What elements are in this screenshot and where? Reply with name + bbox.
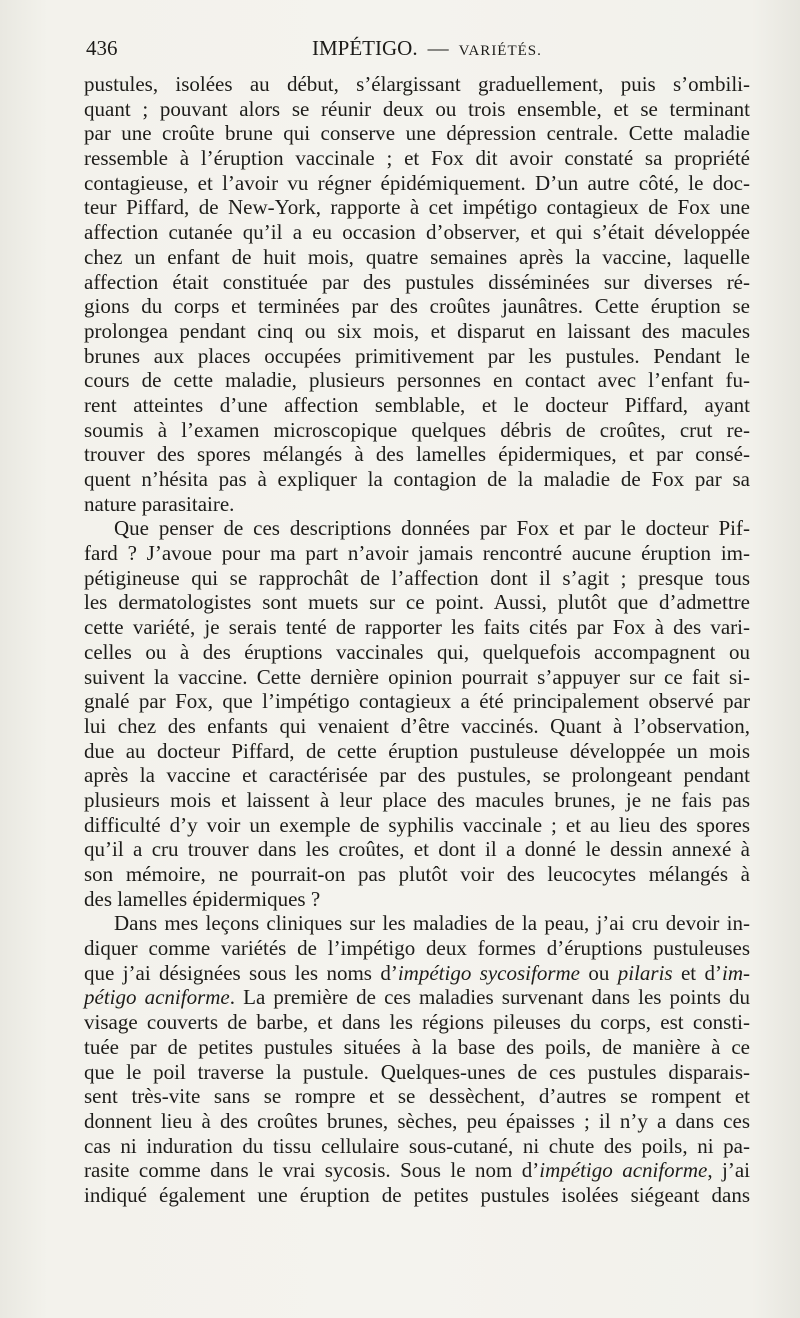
title-dash: —	[427, 36, 449, 60]
text-line: soumis à l’examen microscopique quelques débris de croûtes, crut re-	[84, 417, 750, 442]
text-line: chez un enfant de huit mois, quatre semaines après la vaccine, laquelle	[84, 244, 750, 269]
text-segment: , j’ai	[707, 1158, 751, 1183]
section-title: VARIÉTÉS.	[458, 43, 542, 59]
text-line: suivent la vaccine. Cette dernière opinion pourrait s’appuyer sur ce fait si-	[84, 664, 750, 689]
text-line: nature parasitaire.	[84, 491, 235, 516]
text-segment: et d’	[672, 960, 722, 985]
text-line: cas ni induration du tissu cellulaire sous-cutané, ni chute des poils, ni pa-	[84, 1133, 750, 1158]
text-line	[84, 961, 750, 986]
text-line: prolongea pendant cinq ou six mois, et disparut en laissant des macules	[84, 318, 750, 343]
text-line: affection cutanée qu’il a eu occasion d’observer, et qui s’était développée	[84, 220, 750, 245]
text-segment: rasite comme dans le vrai sycosis. Sous le nom d’	[84, 1158, 540, 1183]
text-line: cette variété, je serais tenté de rapporter les faits cités par Fox à des vari-	[84, 615, 750, 640]
text-line: trouver des spores mélangés à des lamelles épidermiques, et par consé-	[84, 442, 750, 467]
text-line: diquer comme variétés de l’impétigo deux formes d’éruptions pustuleuses	[84, 936, 750, 961]
text-line: Dans mes leçons cliniques sur les maladies de la peau, j’ai cru devoir in-	[114, 911, 750, 936]
text-line: donnent lieu à des croûtes brunes, sèches, peu épaisses ; il n’y a dans ces	[84, 1108, 750, 1133]
text-line: celles ou à des éruptions vaccinales qui, quelquefois accompagnent ou	[84, 639, 750, 664]
text-line: tuée par de petites pustules situées à la base des poils, de manière à ce	[84, 1034, 750, 1059]
text-line: des lamelles épidermiques ?	[84, 886, 321, 911]
text-line: brunes aux places occupées primitivement par les pustules. Pendant le	[84, 343, 750, 368]
text-line: contagieuse, et l’avoir vu régner épidémiquement. D’un autre côté, le doc-	[84, 170, 750, 195]
body-text	[84, 72, 750, 1208]
text-line: ressemble à l’éruption vaccinale ; et Fox dit avoir constaté sa propriété	[84, 146, 750, 171]
text-line: pétigineuse qui se rapprochât de l’affection dont il s’agit ; presque tous	[84, 565, 750, 590]
text-line: quent n’hésita pas à expliquer la contagion de la maladie de Fox par sa	[84, 467, 750, 491]
paragraph-3	[84, 911, 750, 1207]
text-line: quant ; pouvant alors se réunir deux ou trois ensemble, et se terminant	[84, 96, 750, 121]
text-line	[84, 985, 750, 1010]
text-line: visage couverts de barbe, et dans les régions pileuses du corps, est consti-	[84, 1010, 750, 1035]
paragraph-1	[84, 72, 750, 516]
text-line	[84, 1158, 750, 1183]
text-line: gions du corps et terminées par des croûtes jaunâtres. Cette éruption se	[84, 294, 750, 319]
text-line: sent très-vite sans se rompre et se dessèchent, d’autres se rompent et	[84, 1084, 750, 1109]
text-line: que le poil traverse la pustule. Quelques-unes de ces pustules disparais-	[84, 1059, 750, 1084]
paragraph-2	[84, 516, 750, 911]
text-segment: que j’ai désignées sous les noms d’	[84, 960, 398, 985]
italic-term: impétigo acniforme	[539, 1158, 708, 1183]
italic-term: im-	[722, 960, 750, 985]
text-line: rent atteintes d’une affection semblable, et le docteur Piffard, ayant	[84, 392, 750, 417]
text-line: gnalé par Fox, que l’impétigo contagieux a été principalement observé par	[84, 689, 750, 714]
text-line: teur Piffard, de New-York, rapporte à cet impétigo contagieux de Fox une	[84, 195, 750, 220]
text-line: son mémoire, ne pourrait-on pas plutôt voir des leucocytes mélangés à	[84, 862, 750, 886]
text-line: qu’il a cru trouver dans les croûtes, et dont il a donné le dessin annexé à	[84, 837, 750, 862]
text-line: fard ? J’avoue pour ma part n’avoir jamais rencontré aucune éruption im-	[84, 541, 750, 566]
text-line: les dermatologistes sont muets sur ce point. Aussi, plutôt que d’admettre	[84, 590, 750, 615]
chapter-title: IMPÉTIGO.	[312, 36, 418, 60]
italic-term: pétigo acniforme	[84, 985, 230, 1010]
text-line: par une croûte brune qui conserve une dépression centrale. Cette maladie	[84, 121, 750, 146]
italic-term: impétigo sycosiforme	[397, 960, 580, 985]
text-line: lui chez des enfants qui venaient d’être vaccinés. Quant à l’observation,	[84, 713, 750, 738]
text-segment: . La première de ces maladies survenant dans les points du	[229, 985, 751, 1010]
text-line: pustules, isolées au début, s’élargissant graduellement, puis s’ombili-	[84, 72, 750, 96]
text-line: cours de cette maladie, plusieurs personnes en contact avec l’enfant fu-	[84, 368, 750, 393]
text-line: après la vaccine et caractérisée par des pustules, se prolongeant pendant	[84, 763, 750, 788]
text-line: affection était constituée par des pustules disséminées sur diverses ré-	[84, 269, 750, 294]
text-line: difficulté d’y voir un exemple de syphilis vaccinale ; et au lieu des spores	[84, 812, 750, 837]
page-number: 436	[86, 36, 118, 60]
text-line: due au docteur Piffard, de cette éruption pustuleuse développée un mois	[84, 738, 750, 763]
running-header	[86, 36, 750, 64]
italic-term: pilaris	[617, 960, 673, 985]
text-line: plusieurs mois et laissent à leur place des macules brunes, je ne fais pas	[84, 787, 750, 812]
text-line: Que penser de ces descriptions données par Fox et par le docteur Pif-	[114, 516, 750, 541]
text-segment: ou	[580, 960, 618, 985]
running-title	[312, 36, 542, 61]
text-line: indiqué également une éruption de petites pustules isolées siégeant dans	[84, 1182, 750, 1207]
